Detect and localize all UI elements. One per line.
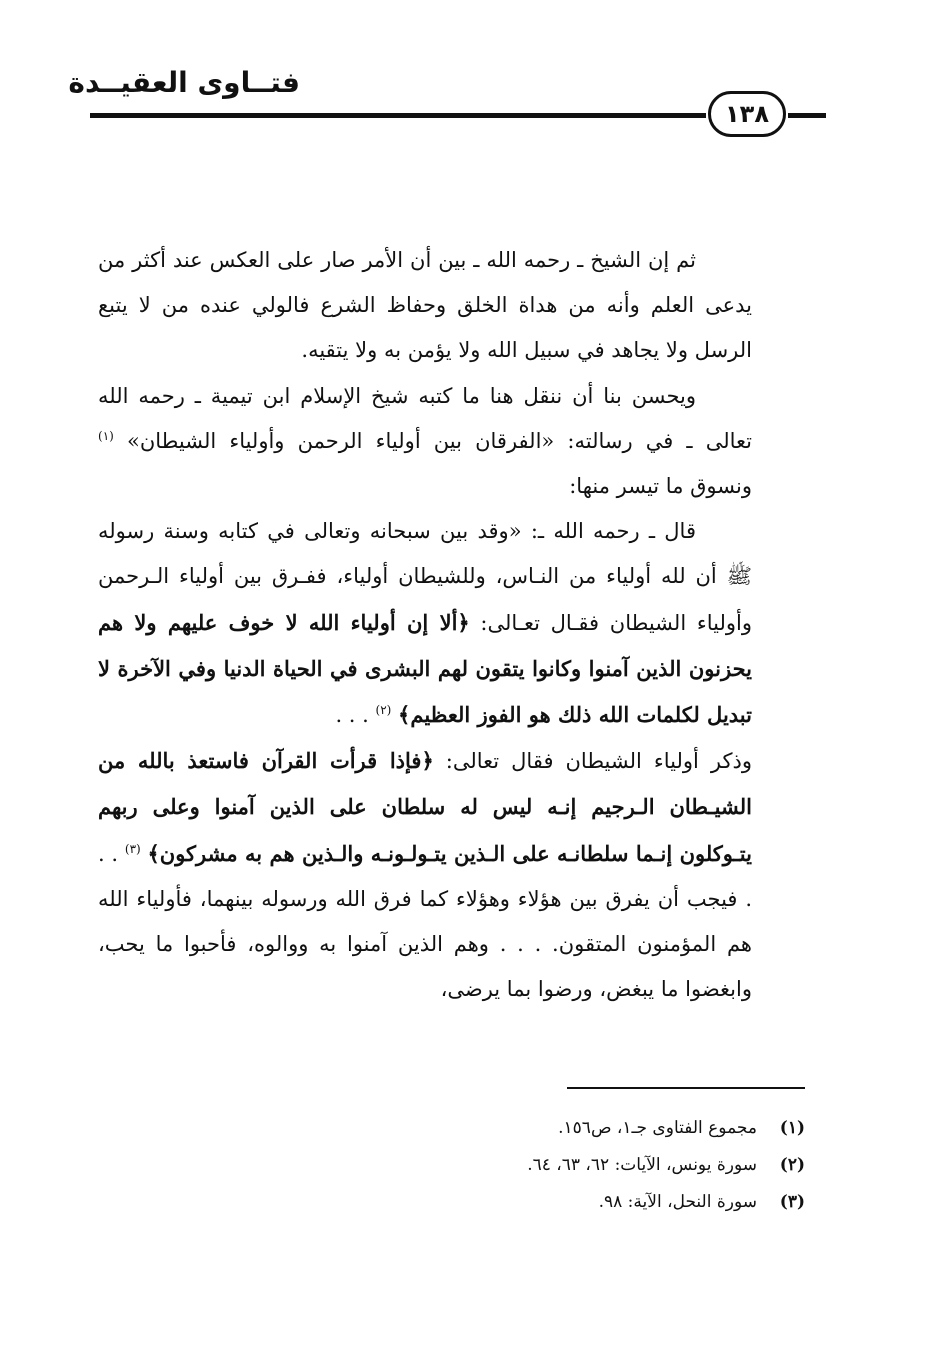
quran-verse-1: ﴿ألا إن أولياء الله لا خوف عليهم ولا هم يحزنون الذين آمنوا وكانوا يتقون لهم البشرى في الحياة الدنيا وفي الآخرة لا تبديل لكلمات الله ذلك هو الفوز العظيم﴾	[98, 609, 752, 728]
paragraph-1-text: ثم إن الشيخ ـ رحمه الله ـ بين أن الأمر صار على العكس عند أكثر من يدعى العلم وأنه من هداة الخلق وحفاظ الشرع فالولي عنده من لا يتبع الرسل ولا يجاهد في سبيل الله ولا يؤمن به ولا يتقيه.	[98, 248, 752, 363]
paragraph-3-text: قال ـ رحمه الله ـ: «وقد بين سبحانه وتعالى في كتابه وسنة رسوله ﷺ أن لله أولياء من النـاس، وللشيطان أولياء، ففـرق بين أولياء الـرحمن وأولياء الشيطان فقـال تعـالى:	[98, 519, 752, 635]
paragraph-2-text-end: ونسوق ما تيسر منها:	[569, 474, 752, 499]
ellipsis-1: . . .	[335, 703, 369, 728]
footnote-text: مجموع الفتاوى جـ١، ص١٥٦.	[558, 1118, 757, 1138]
main-text	[98, 238, 752, 1012]
footnote-number: (٣)	[779, 1192, 805, 1212]
footnote-separator	[567, 1087, 805, 1089]
footnote-2	[400, 1147, 805, 1184]
footnote-ref-2: (٢)	[375, 703, 392, 718]
footnote-ref-3: (٣)	[124, 841, 141, 856]
paragraph-2-text: ويحسن بنا أن ننقل هنا ما كتبه شيخ الإسلام ابن تيمية ـ رحمه الله تعالى ـ في رسالته: «الفرقان بين أولياء الرحمن وأولياء الشيطان»	[98, 383, 752, 453]
paragraph-4-text: وذكر أولياء الشيطان فقال تعالى:	[445, 749, 752, 774]
paragraph-2	[98, 374, 752, 510]
footnote-3	[400, 1184, 805, 1221]
header-rule-tail	[788, 113, 826, 118]
paragraph-1	[98, 238, 752, 374]
footnote-number: (١)	[779, 1118, 805, 1138]
paragraph-3	[98, 509, 752, 738]
footnotes	[400, 1110, 805, 1221]
paragraph-4-text-end: . . . فيجب أن يفرق بين هؤلاء وهؤلاء كما فرق الله ورسوله بينهما، فأولياء الله هم المؤمنون المتقون. . . . وهم الذين آمنوا به ووالوه، فأحبوا ما يحب، وابغضوا ما يبغض، ورضوا بما يرضى،	[98, 841, 752, 1002]
footnote-text: سورة النحل، الآية: ٩٨.	[598, 1192, 757, 1212]
footnote-ref-1: (١)	[98, 428, 114, 443]
running-title: فتــاوى العقيــدة	[68, 66, 300, 99]
footnote-1	[400, 1110, 805, 1147]
footnote-number: (٢)	[779, 1155, 805, 1175]
footnote-text: سورة يونس، الآيات: ٦٢، ٦٣، ٦٤.	[527, 1155, 757, 1175]
page-number: ١٣٨	[708, 91, 786, 137]
quran-verse-2: ﴿فإذا قرأت القرآن فاستعذ بالله من الشيـطان الـرجيم إنـه ليس له سلطان على الذين آمنوا وعلى ربهم يتـوكلون إنـما سلطانـه على الـذين يتـولـونـه والـذين هم به مشركون﴾	[98, 748, 752, 866]
paragraph-4	[98, 738, 752, 1012]
header-rule	[90, 113, 706, 118]
